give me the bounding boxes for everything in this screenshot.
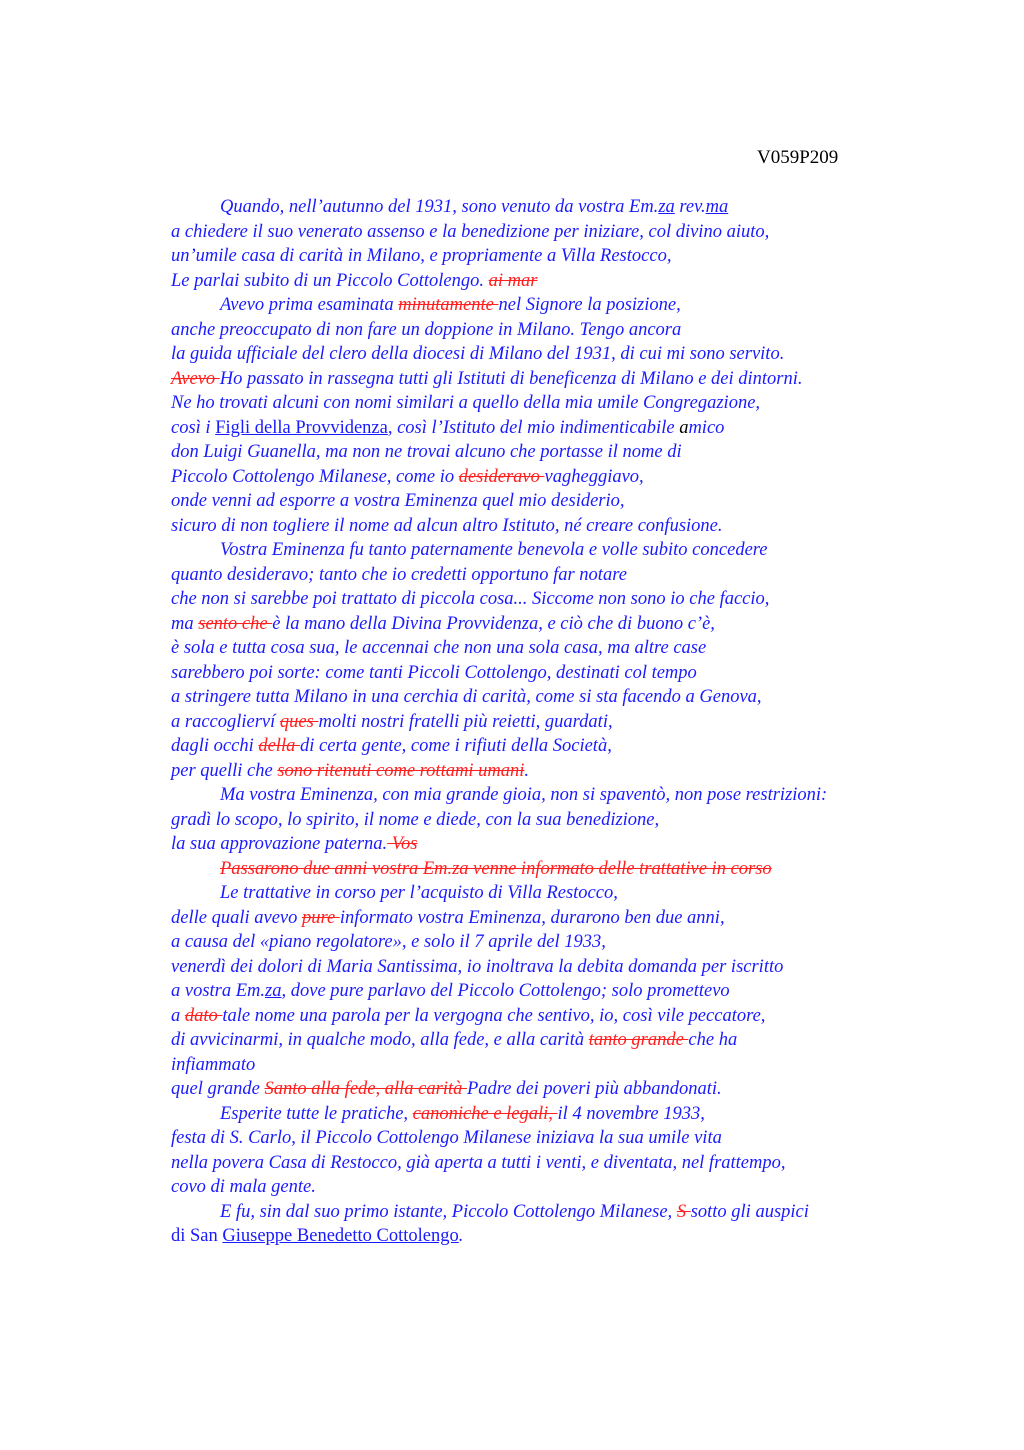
text-line: [171, 979, 931, 1004]
deleted-text: S: [676, 1201, 691, 1222]
text-line: [171, 808, 931, 833]
text-line: [171, 538, 931, 563]
deleted-text: ai mar: [488, 270, 538, 291]
text-segment: così i: [171, 417, 216, 438]
text-segment: Quando, nell’autunno del 1931, sono venuto da vostra Em.: [220, 197, 659, 217]
text-line: [171, 1004, 931, 1029]
text-segment: ma: [171, 613, 199, 634]
text-segment: tale nome una parola per la vergogna che sentivo, io, così vile peccatore,: [222, 1005, 766, 1026]
text-line: [171, 710, 931, 735]
text-segment: gradì lo scopo, lo spirito, il nome e diede, con la sua benedizione,: [171, 809, 660, 830]
text-segment: nella povera Casa di Restocco, già aperta a tutti i venti, e diventata, nel frattempo,: [171, 1152, 786, 1173]
underlined-text: za: [658, 197, 675, 217]
text-line: [171, 612, 931, 637]
text-segment: a: [679, 417, 689, 438]
text-segment: sotto gli auspici: [690, 1201, 809, 1222]
text-segment: per quelli che: [171, 760, 278, 781]
text-segment: don Luigi Guanella, ma non ne trovai alcuno che portasse il nome di: [171, 442, 682, 462]
document-body: [171, 195, 931, 1249]
text-segment: Esperite tutte le pratiche,: [220, 1103, 413, 1124]
text-segment: la sua approvazione paterna.: [171, 834, 388, 854]
deleted-text: tanto grande: [588, 1030, 689, 1050]
text-line: [171, 1151, 931, 1176]
deleted-text: minutamente: [398, 295, 499, 315]
underlined-text: Figli della Provvidenza: [215, 417, 388, 438]
text-segment: di certa gente, come i rifiuti della Società,: [299, 736, 612, 756]
text-line: [171, 1053, 931, 1078]
text-segment: Ne ho trovati alcuni con nomi similari a quello della mia umile Congregazione,: [171, 393, 761, 413]
underlined-text: za: [265, 981, 282, 1001]
text-line: [171, 685, 931, 710]
text-segment: informato vostra Eminenza, durarono ben due anni,: [339, 907, 725, 928]
deleted-text: canoniche e legali,: [412, 1103, 558, 1124]
deleted-text: Passarono due anni vostra Em.za venne informato delle trattative in corso: [220, 858, 772, 879]
text-segment: mico: [688, 417, 725, 438]
text-segment: Le trattative in corso per l’acquisto di Villa Restocco,: [220, 883, 618, 903]
text-line: [171, 857, 931, 882]
text-line: [171, 342, 931, 367]
text-segment: E fu, sin dal suo primo istante, Piccolo Cottolengo Milanese,: [220, 1201, 677, 1222]
deleted-text: desideravo: [458, 466, 545, 487]
text-line: [171, 440, 931, 465]
text-line: [171, 906, 931, 931]
text-line: [171, 195, 931, 220]
underlined-text: Giuseppe Benedetto Cottolengo: [222, 1226, 459, 1246]
text-line: [171, 636, 931, 661]
text-segment: festa di S. Carlo, il Piccolo Cottolengo Milanese iniziava la sua umile vita: [171, 1128, 722, 1148]
text-line: [171, 465, 931, 490]
text-segment: il 4 novembre 1933,: [557, 1103, 705, 1124]
text-segment: la guida ufficiale del clero della diocesi di Milano del 1931, di cui mi sono servito.: [171, 344, 785, 364]
text-line: [171, 661, 931, 686]
text-line: [171, 1028, 931, 1053]
text-segment: a causa del «piano regolatore», e solo il 7 aprile del 1933,: [171, 932, 606, 952]
text-line: [171, 489, 931, 514]
text-segment: Padre dei poveri più abbandonati.: [466, 1079, 722, 1099]
text-segment: di San: [171, 1226, 223, 1246]
text-segment: delle quali avevo: [171, 907, 302, 928]
text-segment: vagheggiavo,: [544, 466, 644, 487]
text-line: [171, 1200, 931, 1225]
text-segment: a raccoglierví: [171, 711, 280, 732]
text-line: [171, 318, 931, 343]
text-segment: di avvicinarmi, in qualche modo, alla fede, e alla carità: [171, 1030, 589, 1050]
deleted-text: Santo alla fede, alla carità: [264, 1079, 467, 1099]
text-line: [171, 391, 931, 416]
deleted-text: ques: [279, 711, 319, 732]
text-segment: Vostra Eminenza fu tanto paternamente benevola e volle subito concedere: [220, 540, 768, 560]
text-segment: onde venni ad esporre a vostra Eminenza quel mio desiderio,: [171, 491, 625, 511]
text-line: [171, 1077, 931, 1102]
text-segment: a: [171, 1005, 185, 1026]
text-line: [171, 881, 931, 906]
deleted-text: sono ritenuti come rottami umani: [277, 760, 525, 781]
text-line: [171, 244, 931, 269]
deleted-text: della: [258, 736, 300, 756]
text-line: [171, 416, 931, 441]
text-line: [171, 587, 931, 612]
text-line: [171, 563, 931, 588]
text-line: [171, 783, 931, 808]
text-segment: , dove pure parlavo del Piccolo Cottolengo; solo promettevo: [281, 981, 730, 1001]
text-segment: covo di mala gente.: [171, 1177, 316, 1197]
text-line: [171, 514, 931, 539]
text-line: [171, 1126, 931, 1151]
text-line: [171, 367, 931, 392]
text-line: [171, 269, 931, 294]
document-code: V059P209: [757, 147, 839, 168]
text-segment: Le parlai subito di un Piccolo Cottolengo.: [171, 270, 489, 291]
text-segment: anche preoccupato di non fare un doppione in Milano. Tengo ancora: [171, 319, 682, 340]
text-segment: a stringere tutta Milano in una cerchia di carità, come si sta facendo a Genova,: [171, 687, 762, 707]
text-line: [171, 955, 931, 980]
text-line: [171, 220, 931, 245]
text-segment: rev.: [674, 197, 706, 217]
text-segment: venerdì dei dolori di Maria Santissima, io inoltrava la debita domanda per iscritto: [171, 956, 784, 977]
deleted-text: pure: [302, 907, 340, 928]
text-segment: Ho passato in rassegna tutti gli Istituti di beneficenza di Milano e dei dintorni.: [219, 368, 803, 389]
text-segment: infiammato: [171, 1054, 256, 1075]
text-line: [171, 930, 931, 955]
deleted-text: Vos: [387, 834, 418, 854]
text-segment: dagli occhi: [171, 736, 259, 756]
text-segment: a vostra Em.: [171, 981, 266, 1001]
text-segment: Avevo prima esaminata: [220, 295, 399, 315]
underlined-text: ma: [705, 197, 729, 217]
text-line: [171, 1175, 931, 1200]
text-segment: molti nostri fratelli più reietti, guardati,: [318, 711, 613, 732]
text-line: [171, 1224, 931, 1249]
text-segment: sarebbero poi sorte: come tanti Piccoli Cottolengo, destinati col tempo: [171, 662, 697, 683]
text-line: [171, 1102, 931, 1127]
text-segment: un’umile casa di carità in Milano, e propriamente a Villa Restocco,: [171, 246, 672, 266]
deleted-text: sento che: [198, 613, 273, 634]
text-segment: che non si sarebbe poi trattato di piccola cosa... Siccome non sono io che faccio,: [171, 589, 770, 609]
text-segment: .: [458, 1226, 464, 1246]
text-line: [171, 759, 931, 784]
deleted-text: Avevo: [171, 368, 220, 389]
text-segment: Ma vostra Eminenza, con mia grande gioia, non si spaventò, non pose restrizioni:: [220, 785, 828, 805]
deleted-text: dato: [184, 1005, 223, 1026]
text-segment: nel Signore la posizione,: [498, 295, 681, 315]
text-segment: è la mano della Divina Provvidenza, e ciò che di buono c’è,: [272, 613, 715, 634]
text-segment: a chiedere il suo venerato assenso e la benedizione per iniziare, col divino aiuto,: [171, 221, 770, 242]
text-segment: quanto desideravo; tanto che io credetti opportuno far notare: [171, 564, 627, 585]
text-line: [171, 734, 931, 759]
text-line: [171, 832, 931, 857]
text-segment: , così l’Istituto del mio indimenticabile: [387, 417, 680, 438]
text-segment: che ha: [688, 1030, 738, 1050]
text-segment: sicuro di non togliere il nome ad alcun altro Istituto, né creare confusione.: [171, 515, 723, 536]
text-line: [171, 293, 931, 318]
text-segment: Piccolo Cottolengo Milanese, come io: [171, 466, 459, 487]
text-segment: quel grande: [171, 1079, 265, 1099]
text-segment: è sola e tutta cosa sua, le accennai che non una sola casa, ma altre case: [171, 638, 707, 658]
text-segment: .: [524, 760, 529, 781]
